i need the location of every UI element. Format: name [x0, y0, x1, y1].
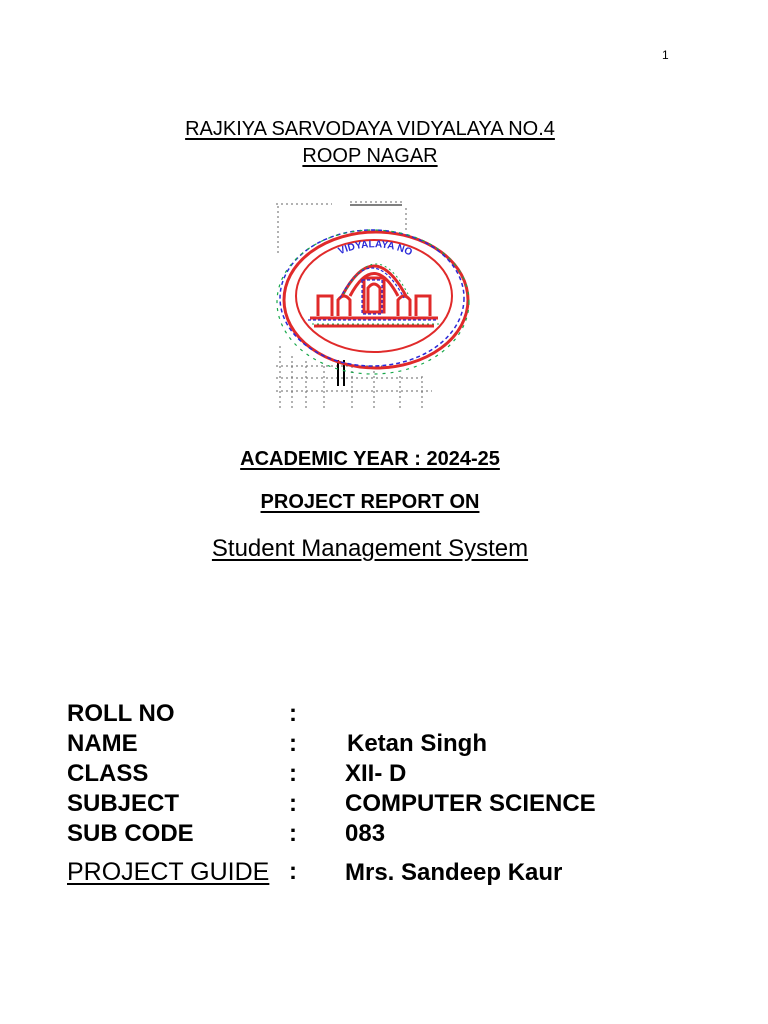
detail-row-subject [67, 790, 707, 820]
detail-row-project-guide [67, 858, 707, 894]
project-title: Student Management System [211, 535, 529, 562]
detail-value: Ketan Singh [347, 730, 488, 757]
detail-label: PROJECT GUIDE [67, 858, 270, 886]
detail-row-roll-no [67, 700, 707, 730]
detail-colon: : [289, 820, 297, 847]
student-details [67, 700, 707, 894]
detail-colon: : [289, 760, 297, 787]
detail-label: CLASS [67, 760, 149, 787]
detail-label: SUB CODE [67, 820, 194, 847]
svg-text:VIDYALAYA NO: VIDYALAYA NO [336, 239, 414, 259]
school-logo [272, 196, 476, 416]
detail-row-name [67, 730, 707, 760]
detail-label: NAME [67, 730, 138, 757]
detail-colon: : [289, 700, 297, 727]
detail-value: 083 [345, 820, 386, 847]
detail-label: SUBJECT [67, 790, 180, 817]
school-emblem-icon [272, 196, 476, 416]
school-name-line-2: ROOP NAGAR [302, 145, 438, 167]
detail-row-sub-code [67, 820, 707, 850]
detail-colon: : [289, 858, 297, 885]
detail-colon: : [289, 730, 297, 757]
detail-label: ROLL NO [67, 700, 175, 727]
detail-value: XII- D [345, 760, 407, 787]
detail-row-class [67, 760, 707, 790]
detail-value: COMPUTER SCIENCE [345, 790, 596, 817]
academic-year: ACADEMIC YEAR : 2024-25 [240, 448, 500, 470]
school-name-line-1: RAJKIYA SARVODAYA VIDYALAYA NO.4 [185, 118, 555, 140]
report-heading: PROJECT REPORT ON [260, 491, 480, 513]
detail-colon: : [289, 790, 297, 817]
page-number: 1 [662, 48, 669, 62]
detail-value: Mrs. Sandeep Kaur [345, 859, 563, 886]
